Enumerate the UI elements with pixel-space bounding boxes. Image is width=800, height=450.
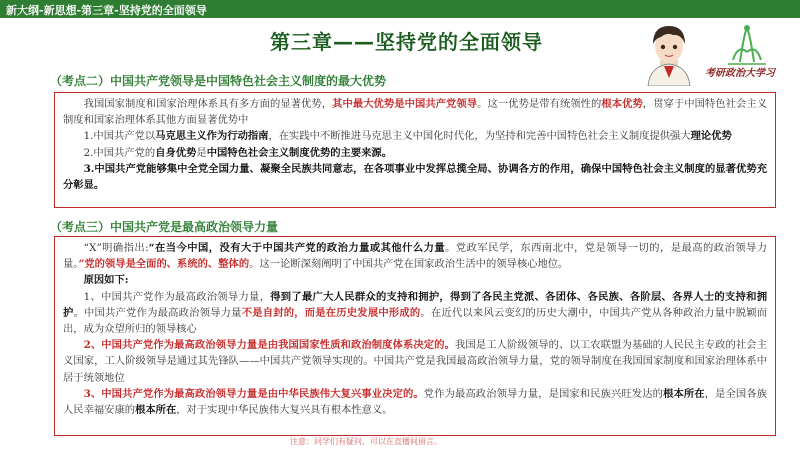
paragraph — [63, 96, 767, 128]
paragraph — [63, 128, 767, 144]
body-text: ，在实践中不断推进马克思主义中国化时代化，为坚持和完善中国特色社会主义制度提供强大 — [268, 130, 691, 143]
body-text: “X”明确指出: — [83, 242, 149, 254]
highlight-red-text: ”党的领导是全面的、系统的、整体的 — [78, 258, 250, 271]
body-text: 。这一论断深刻阐明了中国共产党在国家政治生活中的领导核心地位。 — [249, 258, 569, 271]
body-text: 党作为最高政治领导力量，是国家和民族兴旺发达的 — [423, 387, 664, 400]
watermark-note: 注意：同学们有疑问，可以在直播间留言。 — [290, 437, 442, 446]
body-text: ，贯穿于中国特色社会主义制度和国家治理体系其他方面显著优势中 — [63, 98, 768, 127]
bold-text: 中国特色社会主义制度优势的主要来源。 — [206, 146, 393, 159]
brand-name: 考研政治大学习 — [705, 68, 775, 79]
bold-text: 理论优势 — [690, 130, 732, 143]
reason-label: 原因如下: — [83, 274, 129, 287]
highlight-red-text: 其中最大优势是中国共产党领导 — [332, 98, 478, 110]
bold-text: 根本所在 — [663, 387, 705, 400]
body-text: ，对于实现中华民族伟大复兴具有根本性意义。 — [176, 404, 393, 417]
key-point-box-1 — [54, 92, 776, 208]
bold-text: 马克思主义作为行动指南 — [155, 130, 269, 143]
body-text: 我国国家制度和国家治理体系具有多方面的显著优势， — [83, 98, 333, 110]
section-heading-2: （考点二）中国共产党领导是中国特色社会主义制度的最大优势 — [50, 74, 387, 88]
key-point-box-2 — [54, 236, 776, 436]
highlight-red-text: 根本优势 — [601, 98, 643, 110]
highlight-red-text: 3、中国共产党作为最高政治领导力量是由中华民族伟大复兴事业决定的。 — [83, 387, 424, 400]
body-text: 。党政军民学，东西南北中，党是领导一切的，是最高的政治领导力量。 — [63, 242, 768, 271]
paragraph — [63, 386, 767, 418]
paragraph — [63, 240, 767, 272]
paragraph — [63, 337, 767, 386]
body-text: 。这一优势是带有统领性的 — [477, 98, 602, 110]
body-text: 是 — [196, 146, 207, 159]
body-text: 。中国共产党作为最高政治领导力量 — [73, 306, 242, 319]
bold-text: 自身优势 — [155, 146, 197, 159]
breadcrumb: 新大纲-新思想-第三章-坚持党的全面领导 — [6, 4, 207, 17]
paragraph — [63, 145, 767, 161]
body-text: 1.中国共产党以 — [83, 130, 156, 143]
highlight-red-text: 2、中国共产党作为最高政治领导力量是由我国国家性质和政治制度体系决定的。 — [83, 339, 455, 352]
avatar — [640, 20, 698, 86]
section-heading-3: （考点三）中国共产党是最高政治领导力量 — [50, 220, 279, 234]
bold-text: 得到了最广大人民群众的支持和拥护，得到了各民主党派、各团体、各民族、各阶层、各界人士的支持和拥护 — [63, 290, 767, 319]
body-text: 。在近代以来风云变幻的历史大潮中，中国共产党从各种政治力量中脱颖而出，成为众望所归的领导核心 — [63, 306, 768, 336]
bold-text: “在当今中国，没有大于中国共产党的政治力量或其他什么力量 — [148, 242, 446, 254]
bold-text: 3.中国共产党能够集中全党全国力量、凝聚全民族共同意志，在各项事业中发挥总揽全局、协调各方的作用，确保中国特色社会主义制度的显著优势充分彰显。 — [63, 162, 767, 192]
paragraph — [63, 161, 767, 193]
paragraph — [63, 289, 767, 338]
bold-text: 根本所在 — [135, 404, 177, 417]
body-text: 1、中国共产党作为最高政治领导力量， — [83, 290, 271, 303]
highlight-red-text: 不是自封的，而是在历史发展中形成的 — [241, 306, 421, 319]
body-text: ，是全国各族人民幸福安康的 — [63, 387, 768, 417]
page-title: 第三章——坚持党的全面领导 — [270, 30, 543, 54]
body-text: 我国是工人阶级领导的、以工农联盟为基础的人民民主专政的社会主义国家，工人阶级领导是通过其先锋队——中国共产党领导实现的。中国共产党是我国最高政治领导力量，党的领导制度在我国国家制度和国家治理体系中居于统领地位 — [63, 339, 768, 384]
body-text: 2.中国共产党的 — [83, 146, 156, 159]
